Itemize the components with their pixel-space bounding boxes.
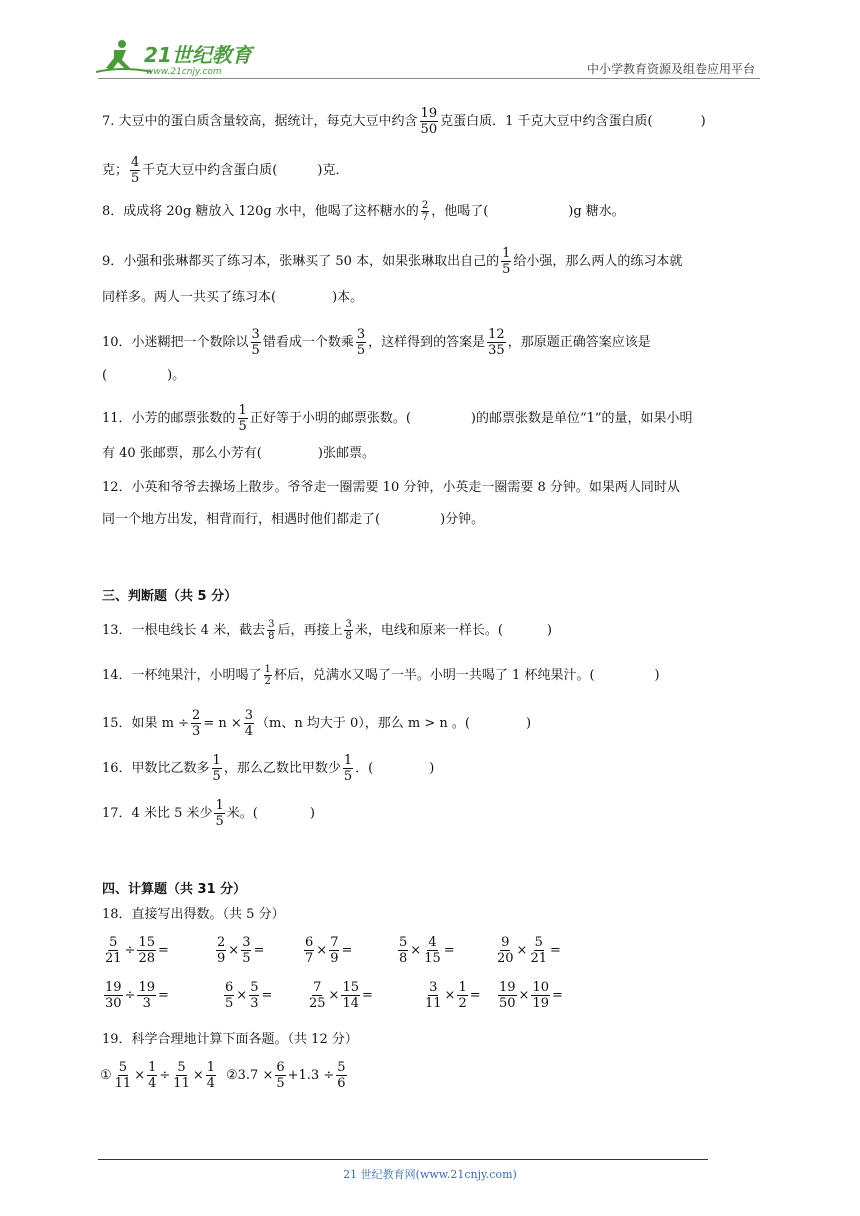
q16: 16．甲数比乙数多 $\frac{1}{5}$ ，那么乙数比甲数少 $\frac{1}{5}$ ．( ): [102, 753, 435, 784]
q10-line1: 10．小迷糊把一个数除以 $\frac{3}{5}$ 错看成一个数乘 $\frac{3}{5}$ ，这样得到的答案是 $\frac{12}{35}$ ，那原题正确答案应该是: [102, 327, 651, 358]
logo-text: 21世纪教育: [144, 43, 252, 67]
q11-line2: 有 40 张邮票，那么小芳有( )张邮票。: [102, 446, 375, 461]
header-platform-text: 中小学教育资源及组卷应用平台: [586, 62, 755, 76]
q18-title: 18．直接写出得数。（共 5 分）: [102, 907, 285, 922]
logo-url: www.21cnjy.com: [146, 67, 222, 77]
header-divider: [98, 78, 760, 79]
q8: 8．成成将 20g 糖放入 120g 水中，他喝了这杯糖水的 $\frac{2}{7}$ ，他喝了( )g 糖水。: [102, 200, 625, 223]
site-logo: [92, 38, 262, 78]
calc-item: $\frac{9}{20}$ × $\frac{5}{21}$ =: [497, 935, 561, 966]
q9-line1: 9．小强和张琳都买了练习本，张琳买了 50 本，如果张琳取出自己的 $\frac{1}{5}$ 给小强，那么两人的练习本就: [102, 246, 683, 277]
section-3-title: 三、判断题（共 5 分）: [102, 589, 238, 604]
calc-item: $\frac{7}{25}$ × $\frac{15}{14}$ =: [309, 980, 373, 1011]
q15: 15．如果 m ÷ $\frac{2}{3}$ = n × $\frac{3}{4}$ （m、n 均大于 0），那么 m > n 。( ): [102, 708, 532, 739]
calc-item: $\frac{19}{30}$ ÷ $\frac{19}{3}$ =: [105, 980, 169, 1011]
q19-title: 19．科学合理地计算下面各题。（共 12 分）: [102, 1032, 358, 1047]
q10-line2: ( )。: [102, 368, 186, 383]
section-4-title: 四、计算题（共 31 分）: [102, 882, 247, 897]
calc-item: $\frac{2}{9}$ × $\frac{3}{5}$ =: [217, 935, 265, 966]
q17: 17．4 米比 5 米少 $\frac{1}{5}$ 米。( ): [102, 798, 315, 829]
q7-line1: 7. 大豆中的蛋白质含量较高，据统计，每克大豆中约含 $\frac{19}{50}$ 克蛋白质．1 千克大豆中约含蛋白质( ): [102, 106, 706, 137]
q11-line1: 11．小芳的邮票张数的 $\frac{1}{5}$ 正好等于小明的邮票张数。( )的邮票张数是单位“1”的量，如果小明: [102, 403, 693, 434]
q7-line2: 克； $\frac{4}{5}$ 千克大豆中约含蛋白质( )克．: [102, 155, 349, 186]
q19-item-2: ②3.7 × $\frac{6}{5}$ +1.3 ÷ $\frac{5}{6}$: [226, 1060, 346, 1091]
q13: 13．一根电线长 4 米，截去 $\frac{3}{8}$ 后，再接上 $\frac{3}{8}$ 米，电线和原来一样长。( ): [102, 619, 552, 642]
calc-item: $\frac{3}{11}$ × $\frac{1}{2}$ =: [425, 980, 481, 1011]
calc-item: $\frac{6}{7}$ × $\frac{7}{9}$ =: [305, 935, 353, 966]
calc-item: $\frac{19}{50}$ × $\frac{10}{19}$ =: [499, 980, 563, 1011]
calc-item: $\frac{5}{21}$ ÷ $\frac{15}{28}$ =: [105, 935, 169, 966]
q12-line2: 同一个地方出发，相背而行，相遇时他们都走了( )分钟。: [102, 512, 485, 527]
calc-item: $\frac{6}{5}$ × $\frac{5}{3}$ =: [225, 980, 273, 1011]
q12-line1: 12．小英和爷爷去操场上散步。爷爷走一圈需要 10 分钟，小英走一圈需要 8 分钟。如果两人同时从: [102, 480, 680, 495]
footer-divider: [98, 1159, 708, 1160]
logo-runner-icon: [92, 38, 262, 78]
q9-line2: 同样多。两人一共买了练习本( )本。: [102, 290, 364, 305]
q19-item-1: ① $\frac{5}{11}$ × $\frac{1}{4}$ ÷ $\frac{5}{11}$ × $\frac{1}{4}$: [100, 1060, 216, 1091]
q14: 14．一杯纯果汁，小明喝了 $\frac{1}{2}$ 杯后，兑满水又喝了一半。小明一共喝了 1 杯纯果汁。( ): [102, 664, 660, 687]
calc-item: $\frac{5}{8}$ × $\frac{4}{15}$ =: [399, 935, 455, 966]
footer-link[interactable]: 21 世纪教育网(www.21cnjy.com): [343, 1168, 517, 1181]
